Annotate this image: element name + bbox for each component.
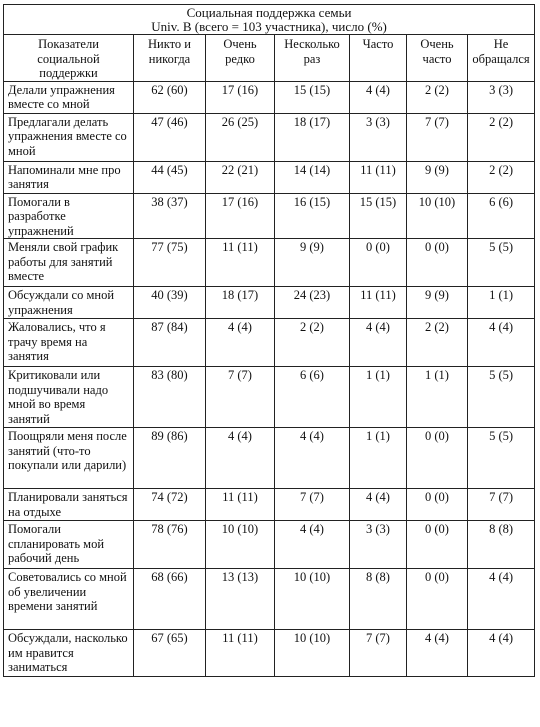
table-row [4,521,535,569]
row-label: Напоминали мне про занятия [4,161,134,193]
table-cell: 15 (15) [350,193,407,239]
column-header-often: Часто [350,35,407,82]
table-cell: 4 (4) [350,489,407,521]
table-cell: 83 (80) [134,367,206,428]
table-cell: 68 (66) [134,569,206,630]
table-cell: 3 (3) [350,113,407,161]
table-row [4,81,535,113]
table-cell: 10 (10) [275,630,350,677]
table-body [4,81,535,677]
row-label: Критиковали или подшучивали надо мной во время занятий [4,367,134,428]
table-cell: 5 (5) [468,239,535,287]
row-label: Помогали в разработке упражнений [4,193,134,239]
table-cell: 10 (10) [275,569,350,630]
column-header-indicator: Показатели социальной поддержки [4,35,134,82]
table-cell: 2 (2) [275,319,350,367]
table-row [4,113,535,161]
table-cell: 10 (10) [407,193,468,239]
column-header-several-times: Несколько раз [275,35,350,82]
table-cell: 17 (16) [206,193,275,239]
table-cell: 74 (72) [134,489,206,521]
row-label: Планировали заняться на отдыхе [4,489,134,521]
table-cell: 89 (86) [134,428,206,489]
table-cell: 9 (9) [275,239,350,287]
table-row [4,630,535,677]
table-cell: 2 (2) [468,113,535,161]
table-row [4,428,535,489]
table-cell: 3 (3) [350,521,407,569]
table-row [4,367,535,428]
table-cell: 77 (75) [134,239,206,287]
table-cell: 4 (4) [350,319,407,367]
row-label: Предлагали делать упражнения вместе со мной [4,113,134,161]
table-subtitle: Univ. B (всего = 103 участника), число (%) [151,19,387,34]
table-cell: 67 (65) [134,630,206,677]
table-cell: 15 (15) [275,81,350,113]
table-cell: 0 (0) [407,428,468,489]
table-cell: 62 (60) [134,81,206,113]
table-cell: 7 (7) [350,630,407,677]
table-cell: 4 (4) [468,319,535,367]
table-cell: 9 (9) [407,287,468,319]
table-cell: 1 (1) [350,428,407,489]
table-cell: 4 (4) [350,81,407,113]
table-cell: 1 (1) [350,367,407,428]
table-cell: 7 (7) [275,489,350,521]
table-cell: 6 (6) [468,193,535,239]
table-row [4,161,535,193]
table-cell: 2 (2) [468,161,535,193]
table-title: Социальная поддержка семьи [186,5,352,20]
table-cell: 8 (8) [350,569,407,630]
table-cell: 10 (10) [206,521,275,569]
table-cell: 4 (4) [206,428,275,489]
table-cell: 6 (6) [275,367,350,428]
table-cell: 18 (17) [206,287,275,319]
column-header-very-rarely: Очень редко [206,35,275,82]
table-cell: 2 (2) [407,81,468,113]
row-label: Обсуждали, насколько им нравится заниматься [4,630,134,677]
table-cell: 1 (1) [407,367,468,428]
table-row [4,239,535,287]
table-row [4,287,535,319]
table-cell: 4 (4) [206,319,275,367]
table-cell: 0 (0) [350,239,407,287]
column-header-not-applied: Не обращался [468,35,535,82]
table-cell: 47 (46) [134,113,206,161]
table-row [4,569,535,630]
table-cell: 9 (9) [407,161,468,193]
row-label: Делали упражнения вместе со мной [4,81,134,113]
table-cell: 14 (14) [275,161,350,193]
table-cell: 4 (4) [275,428,350,489]
table-cell: 5 (5) [468,428,535,489]
table-cell: 0 (0) [407,489,468,521]
table-cell: 78 (76) [134,521,206,569]
row-label: Помогали спланировать мой рабочий день [4,521,134,569]
support-table-container [3,4,534,677]
table-cell: 11 (11) [350,161,407,193]
row-label: Жаловались, что я трачу время на занятия [4,319,134,367]
table-row [4,319,535,367]
table-cell: 16 (15) [275,193,350,239]
table-cell: 4 (4) [275,521,350,569]
row-label: Советовались со мной об увеличении времени занятий [4,569,134,630]
table-cell: 26 (25) [206,113,275,161]
header-row [4,35,535,82]
column-header-never: Никто и никогда [134,35,206,82]
social-support-table [3,4,535,677]
table-cell: 24 (23) [275,287,350,319]
table-cell: 17 (16) [206,81,275,113]
table-cell: 40 (39) [134,287,206,319]
table-row [4,193,535,239]
table-cell: 11 (11) [350,287,407,319]
table-cell: 5 (5) [468,367,535,428]
table-cell: 18 (17) [275,113,350,161]
table-cell: 11 (11) [206,239,275,287]
table-cell: 4 (4) [468,569,535,630]
table-caption-row [4,5,535,35]
table-cell: 3 (3) [468,81,535,113]
table-cell: 1 (1) [468,287,535,319]
row-label: Меняли свой график работы для занятий вместе [4,239,134,287]
table-cell: 8 (8) [468,521,535,569]
table-cell: 87 (84) [134,319,206,367]
table-cell: 0 (0) [407,239,468,287]
table-cell: 11 (11) [206,630,275,677]
table-cell: 0 (0) [407,569,468,630]
table-cell: 7 (7) [468,489,535,521]
table-caption [4,5,535,35]
table-cell: 38 (37) [134,193,206,239]
table-cell: 11 (11) [206,489,275,521]
table-cell: 4 (4) [468,630,535,677]
table-cell: 22 (21) [206,161,275,193]
table-cell: 4 (4) [407,630,468,677]
column-header-very-often: Очень часто [407,35,468,82]
table-cell: 7 (7) [407,113,468,161]
table-cell: 44 (45) [134,161,206,193]
table-cell: 13 (13) [206,569,275,630]
table-cell: 0 (0) [407,521,468,569]
row-label: Обсуждали со мной упражнения [4,287,134,319]
table-cell: 7 (7) [206,367,275,428]
row-label: Поощряли меня после занятий (что-то покупали или дарили) [4,428,134,489]
table-cell: 2 (2) [407,319,468,367]
table-row [4,489,535,521]
